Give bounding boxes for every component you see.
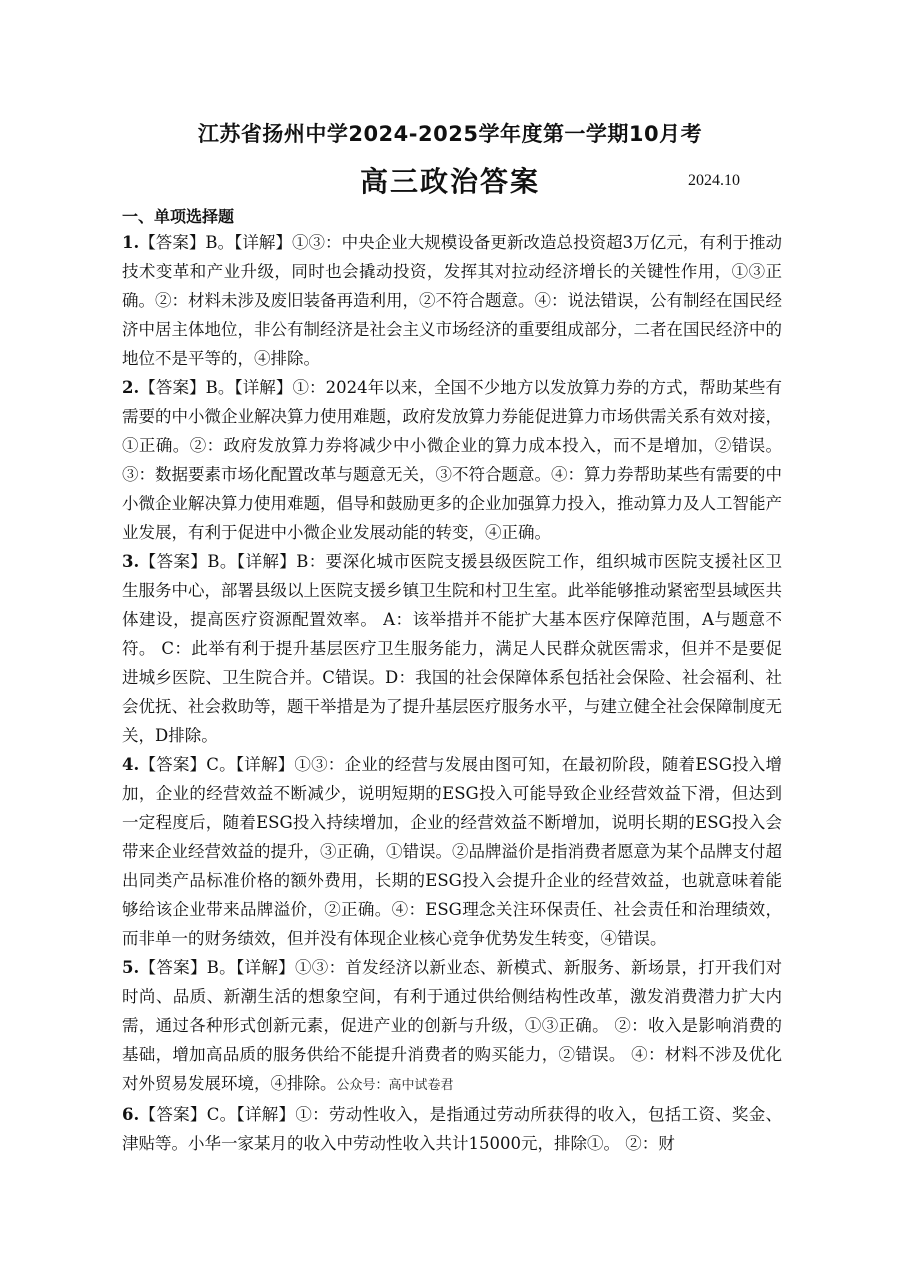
document-subtitle: 高三政治答案 xyxy=(359,165,540,198)
document-title: 江苏省扬州中学2024-2025学年度第一学期10月考 xyxy=(197,122,703,146)
answer-item-1 xyxy=(122,228,782,373)
answer-number: 3. xyxy=(122,552,140,571)
section-heading: 一、单项选择题 xyxy=(122,207,235,226)
answer-text: 【答案】C。【详解】①③：企业的经营与发展由图可知，在最初阶段，随着ESG投入增加，企业的经营效益不断减少，说明短期的ESG投入可能导致企业经营效益下滑，但达到一定程度后，随着ESG投入持续增加，企业的经营效益不断增加，说明长期的ESG投入会带来企业经营效益的提升，③正确，①错误。②品牌溢价是指消费者愿意为某个品牌支付超出同类产品标准价格的额外费用，长期的ESG投入会提升企业的经营效益，也就意味着能够给该企业带来品牌溢价，②正确。④：ESG理念关注环保责任、社会责任和治理绩效，而非单一的财务绩效，但并没有体现企业核心竞争优势发生转变，④错误。 xyxy=(122,755,782,948)
answer-number: 4. xyxy=(122,755,140,774)
answer-item-2 xyxy=(122,373,782,547)
answer-number: 5. xyxy=(122,958,140,977)
answer-text: 【答案】B。【详解】①：2024年以来，全国不少地方以发放算力券的方式，帮助某些有需要的中小微企业解决算力使用难题，政府发放算力券能促进算力市场供需关系有效对接，①正确。②：政府发放算力券将减少中小微企业的算力成本投入，而不是增加，②错误。③：数据要素市场化配置改革与题意无关，③不符合题意。④：算力券帮助某些有需要的中小微企业解决算力使用难题，倡导和鼓励更多的企业加强算力投入，推动算力及人工智能产业发展，有利于促进中小微企业发展动能的转变，④正确。 xyxy=(122,378,782,542)
answer-text: 【答案】B。【详解】①③：首发经济以新业态、新模式、新服务、新场景，打开我们对时尚、品质、新潮生活的想象空间，有利于通过供给侧结构性改革，激发消费潜力扩大内需，通过各种形式创新元素，促进产业的创新与升级，①③正确。 ②：收入是影响消费的基础，增加高品质的服务供给不能提升消费者的购买能力，②错误。 ④：材料不涉及优化对外贸易发展环境，④排除。 xyxy=(122,958,782,1093)
answer-text: 【答案】B。【详解】B：要深化城市医院支援县级医院工作，组织城市医院支援社区卫生服务中心，部署县级以上医院支援乡镇卫生院和村卫生室。此举能够推动紧密型县域医共体建设，提高医疗资源配置效率。 A：该举措并不能扩大基本医疗保障范围，A与题意不符。 C：此举有利于提升基层医疗卫生服务能力，满足人民群众就医需求，但并不是要促进城乡医院、卫生院合并。C错误。D：我国的社会保障体系包括社会保险、社会福利、社会优抚、社会救助等，题干举措是为了提升基层医疗服务水平，与建立健全社会保障制度无关，D排除。 xyxy=(122,552,782,745)
answer-item-4 xyxy=(122,750,782,953)
answer-text: 【答案】B。【详解】①③：中央企业大规模设备更新改造总投资超3万亿元，有利于推动技术变革和产业升级，同时也会撬动投资，发挥其对拉动经济增长的关键性作用，①③正确。②：材料未涉及废旧装备再造利用，②不符合题意。④：说法错误，公有制经在国民经济中居主体地位，非公有制经济是社会主义市场经济的重要组成部分，二者在国民经济中的地位不是平等的，④排除。 xyxy=(122,233,782,368)
watermark-text: 公众号：高中试卷君 xyxy=(336,1078,454,1093)
answer-list xyxy=(122,228,782,1158)
answer-number: 2. xyxy=(122,378,140,397)
answer-number: 6. xyxy=(122,1105,140,1124)
document-date: 2024.10 xyxy=(688,172,740,189)
answer-item-6 xyxy=(122,1100,782,1158)
answer-item-5 xyxy=(122,953,782,1100)
answer-item-3 xyxy=(122,547,782,750)
answer-text: 【答案】C。【详解】①：劳动性收入，是指通过劳动所获得的收入，包括工资、奖金、津贴等。小华一家某月的收入中劳动性收入共计15000元，排除①。 ②：财 xyxy=(122,1105,782,1153)
answer-number: 1. xyxy=(122,233,140,252)
